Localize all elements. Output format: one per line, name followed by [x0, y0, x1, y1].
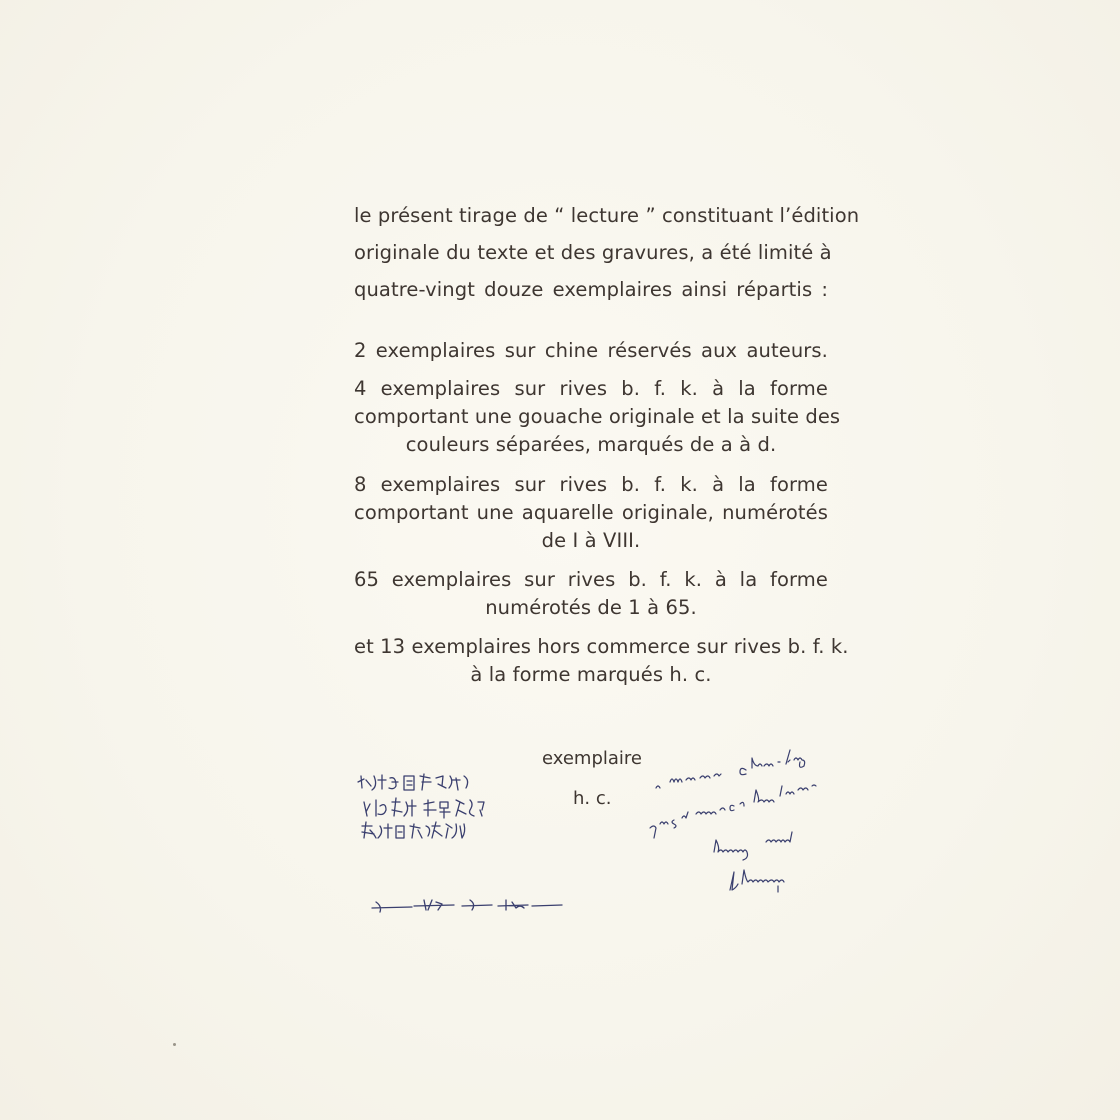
intro-line: quatre-vingt douze exemplaires ainsi répartis :: [354, 278, 828, 301]
handwritten-dedication-left: [352, 770, 592, 920]
paper-speck: [173, 1043, 176, 1046]
copy-mark: h. c.: [573, 788, 612, 809]
edition-line: 2 exemplaires sur chine réservés aux auteurs.: [354, 339, 828, 362]
edition-line: 65 exemplaires sur rives b. f. k. à la forme: [354, 568, 828, 591]
intro-paragraph: [354, 202, 860, 313]
edition-line: 4 exemplaires sur rives b. f. k. à la forme: [354, 377, 828, 400]
intro-line: le présent tirage de “ lecture ” constituant l’édition: [354, 204, 860, 227]
edition-line: comportant une aquarelle originale, numérotés: [354, 501, 828, 524]
edition-hors-commerce-paragraph: [354, 633, 849, 689]
handwritten-dedication-right: [630, 730, 880, 900]
edition-line: 8 exemplaires sur rives b. f. k. à la forme: [354, 473, 828, 496]
copy-label: exemplaire: [542, 748, 643, 769]
edition-line: numérotés de 1 à 65.: [485, 596, 697, 619]
edition-gouache-paragraph: [354, 375, 841, 459]
edition-aquarelle-paragraph: [354, 471, 828, 555]
edition-line: et 13 exemplaires hors commerce sur rives b. f. k.: [354, 635, 849, 658]
edition-line: couleurs séparées, marqués de a à d.: [405, 433, 777, 456]
edition-line: comportant une gouache originale et la suite des: [354, 405, 841, 428]
intro-line: originale du texte et des gravures, a été limité à: [354, 241, 832, 264]
edition-numbered-paragraph: [354, 566, 828, 622]
edition-line: de I à VIII.: [541, 529, 641, 552]
edition-line: à la forme marqués h. c.: [470, 663, 712, 686]
edition-chine-paragraph: [354, 337, 828, 365]
